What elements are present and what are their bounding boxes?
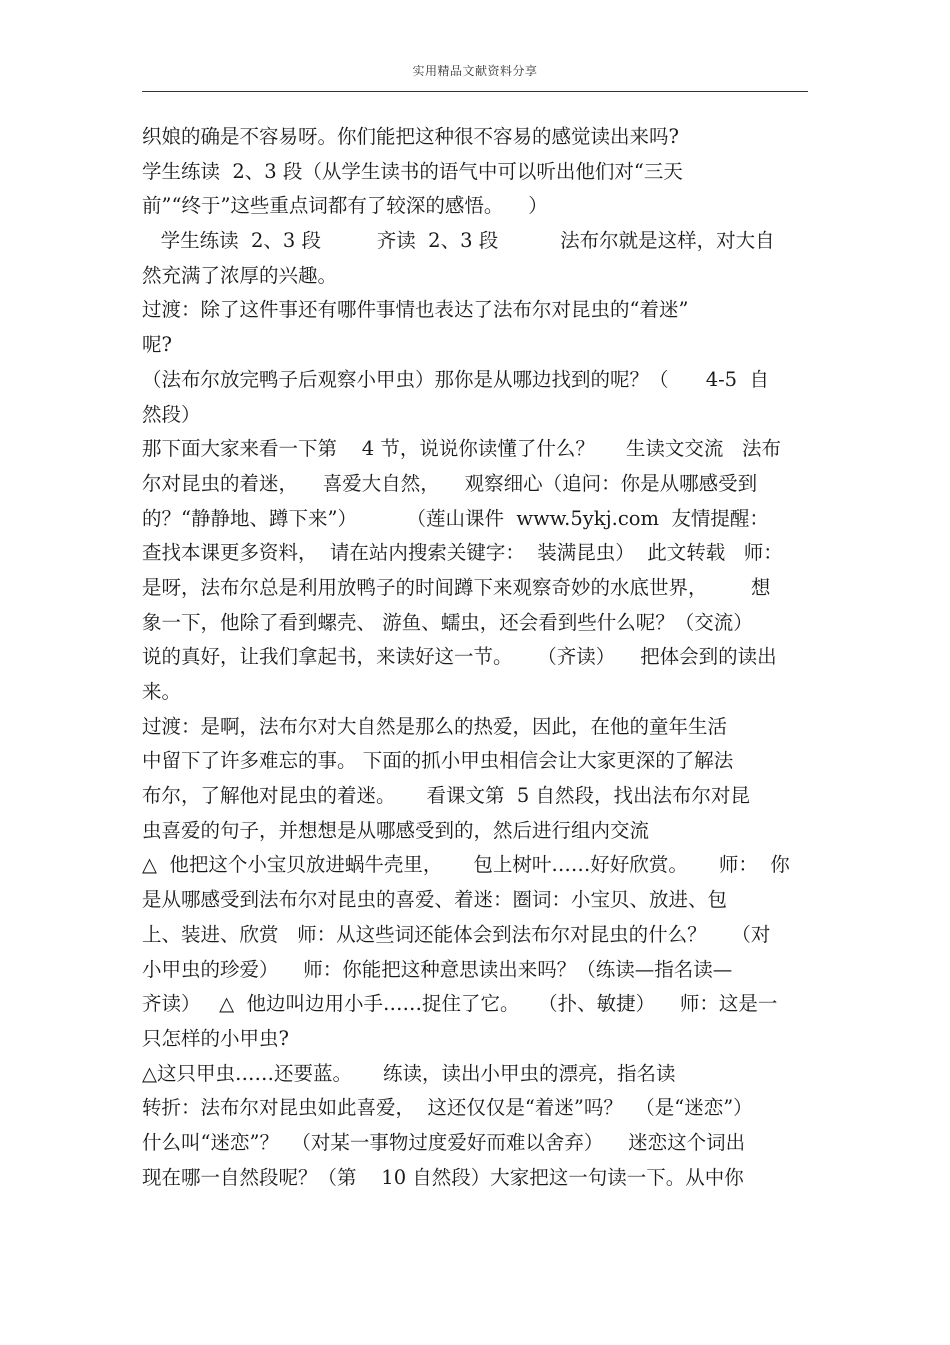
text-line: △这只甲虫……还要蓝。 练读，读出小甲虫的漂亮，指名读: [142, 1061, 676, 1085]
text-line: 学生练读 2、3 段 齐读 2、3 段 法布尔就是这样，对大自: [142, 229, 775, 253]
text-line: 上、装进、欣赏 师：从这些词还能体会到法布尔对昆虫的什么？ （对: [142, 922, 771, 946]
text-line: 的？“静静地、蹲下来”） （莲山课件 www.5ykj.com 友情提醒：: [142, 506, 769, 530]
text-line: 布尔，了解他对昆虫的着迷。 看课文第 5 自然段，找出法布尔对昆: [142, 784, 750, 808]
text-line: 织娘的确是不容易呀。你们能把这种很不容易的感觉读出来吗?: [142, 125, 679, 148]
text-line: 查找本课更多资料， 请在站内搜索关键字： 装满昆虫） 此文转载 师：: [142, 541, 783, 565]
text-line: 说的真好，让我们拿起书，来读好这一节。 （齐读） 把体会到的读出: [142, 645, 777, 669]
text-line: 然充满了浓厚的兴趣。: [142, 263, 338, 287]
text-line: 尔对昆虫的着迷， 喜爱大自然， 观察细心（追问：你是从哪感受到: [142, 471, 758, 495]
text-line: 小甲虫的珍爱） 师：你能把这种意思读出来吗？（练读—指名读—: [142, 957, 733, 981]
text-line: 齐读） △ 他边叫边用小手……捉住了它。 （扑、敏捷） 师：这是一: [142, 992, 778, 1016]
text-line: 中留下了许多难忘的事。 下面的抓小甲虫相信会让大家更深的了解法: [142, 749, 734, 773]
page-header: 实用精品文献资料分享: [412, 64, 538, 78]
text-line: 是呀，法布尔总是利用放鸭子的时间蹲下来观察奇妙的水底世界， 想: [142, 575, 771, 599]
text-line: 来。: [142, 680, 182, 703]
text-line: （法布尔放完鸭子后观察小甲虫）那你是从哪边找到的呢？（ 4-5 自: [142, 367, 769, 391]
document-body: [142, 120, 822, 1195]
text-line: 那下面大家来看一下第 4 节，说说你读懂了什么？ 生读文交流 法布: [142, 437, 781, 461]
header-divider: [142, 91, 808, 92]
text-line: 象一下，他除了看到螺壳、 游鱼、蠕虫，还会看到些什么呢？（交流）: [142, 610, 753, 634]
text-line: 过渡：除了这件事还有哪件事情也表达了法布尔对昆虫的“着迷”: [142, 298, 689, 322]
text-line: 虫喜爱的句子，并想想是从哪感受到的，然后进行组内交流: [142, 818, 650, 842]
text-line: 现在哪一自然段呢？（第 10 自然段）大家把这一句读一下。从中你: [142, 1165, 744, 1189]
text-line: 前”“终于”这些重点词都有了较深的感悟。 ）: [142, 194, 548, 218]
text-line: △ 他把这个小宝贝放进蜗牛壳里， 包上树叶……好好欣赏。 师： 你: [142, 853, 790, 877]
text-line: 学生练读 2、3 段（从学生读书的语气中可以听出他们对“三天: [142, 159, 683, 183]
text-line: 只怎样的小甲虫?: [142, 1026, 289, 1050]
text-line: 呢?: [142, 333, 172, 357]
text-line: 什么叫“迷恋”？ （对某一事物过度爱好而难以舍弃） 迷恋这个词出: [142, 1130, 746, 1154]
text-line: 转折：法布尔对昆虫如此喜爱， 这还仅仅是“着迷”吗？ （是“迷恋”）: [142, 1096, 753, 1120]
text-line: 过渡：是啊，法布尔对大自然是那么的热爱，因此，在他的童年生活: [142, 714, 728, 738]
text-line: 然段）: [142, 402, 201, 426]
text-line: 是从哪感受到法布尔对昆虫的喜爱、着迷：圈词：小宝贝、放进、包: [142, 888, 728, 912]
